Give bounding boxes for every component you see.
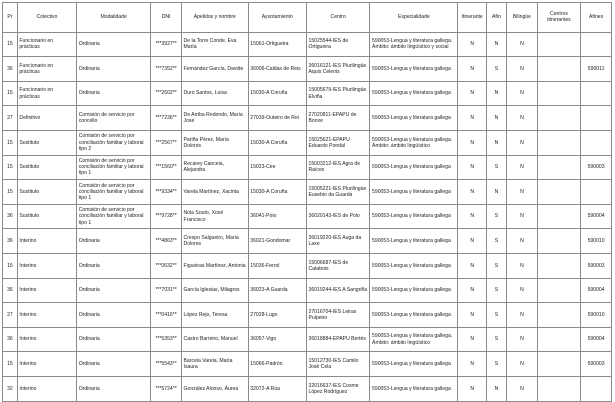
cell-centros-itinerantes <box>537 32 580 57</box>
cell-itinerante: N <box>458 155 487 180</box>
cell-itinerante: N <box>458 229 487 254</box>
cell-apelidos-nombre: Recarey Canceia, Alejandra <box>181 155 248 180</box>
cell-itinerante: N <box>458 130 487 155</box>
cell-afines: 590003 <box>581 155 612 180</box>
cell-centro: 15012730-IES Camilo José Cela <box>306 352 370 377</box>
cell-colectivo: Funcionario en prácticas <box>17 32 76 57</box>
cell-afin: S <box>486 352 506 377</box>
cell-afin: N <box>486 130 506 155</box>
cell-modalidade: Ordinaria <box>77 81 151 106</box>
cell-modalidade: Comisión de servicio por conciliación familiar y laboral tipo 1 <box>77 155 151 180</box>
cell-ayuntamiento: 36006-Caldas de Reis <box>248 57 306 82</box>
cell-dni: ***9728** <box>151 204 182 229</box>
cell-ayuntamiento: 15066-Padrón <box>248 352 306 377</box>
table-row <box>3 278 612 303</box>
cell-pr: 36 <box>3 278 18 303</box>
cell-centro: 27016704-IES Leiras Pulpeiro <box>306 303 370 328</box>
cell-afin: S <box>486 253 506 278</box>
cell-dni: ***5724** <box>151 376 182 401</box>
cell-itinerante: N <box>458 106 487 131</box>
cell-dni: ***3927** <box>151 32 182 57</box>
cell-afin: N <box>486 180 506 205</box>
cell-itinerante: N <box>458 327 487 352</box>
table-row <box>3 376 612 401</box>
cell-ayuntamiento: 27039-Outeiro de Rei <box>248 106 306 131</box>
cell-modalidade: Ordinaria <box>77 278 151 303</box>
cell-centro: 15006687-IES de Catabois <box>306 253 370 278</box>
cell-especialidade: 590053-Lengua y literatura gallega <box>370 81 458 106</box>
cell-colectivo: Sustituto <box>17 155 76 180</box>
cell-colectivo: Interino <box>17 352 76 377</box>
cell-dni: ***2567** <box>151 130 182 155</box>
cell-apelidos-nombre: González Alonso, Áurea <box>181 376 248 401</box>
cell-ayuntamiento: 36057-Vigo <box>248 327 306 352</box>
cell-bilingue: N <box>507 81 538 106</box>
table-row <box>3 253 612 278</box>
cell-afin: S <box>486 204 506 229</box>
cell-ayuntamiento: 15061-Ortigueira <box>248 32 306 57</box>
cell-pr: 36 <box>3 327 18 352</box>
cell-bilingue: N <box>507 130 538 155</box>
cell-afines: 590003 <box>581 253 612 278</box>
cell-itinerante: N <box>458 81 487 106</box>
table-row <box>3 155 612 180</box>
cell-dni: ***5353** <box>151 327 182 352</box>
cell-bilingue: N <box>507 106 538 131</box>
header-colectivo: Colectivo <box>17 3 76 33</box>
cell-apelidos-nombre: Pariña Pérez, María Dolores <box>181 130 248 155</box>
cell-ayuntamiento: 36023-A Guarda <box>248 278 306 303</box>
cell-afin: S <box>486 57 506 82</box>
cell-pr: 36 <box>3 204 18 229</box>
assignments-table <box>2 2 612 402</box>
cell-centros-itinerantes <box>537 130 580 155</box>
table-row <box>3 327 612 352</box>
cell-bilingue: N <box>507 278 538 303</box>
cell-modalidade: Comisión de servicio por conciliación familiar y laboral tipo 2 <box>77 130 151 155</box>
cell-centro: 15025621-EPAPU Eduardo Pondal <box>306 130 370 155</box>
cell-especialidade: 590053-Lengua y literatura gallega <box>370 303 458 328</box>
cell-dni: ***7031** <box>151 278 182 303</box>
cell-ayuntamiento: 15030-A Coruña <box>248 81 306 106</box>
cell-pr: 15 <box>3 352 18 377</box>
cell-apelidos-nombre: López Rejo, Teresa <box>181 303 248 328</box>
cell-afines <box>581 130 612 155</box>
cell-apelidos-nombre: Duro Santos, Luisa <box>181 81 248 106</box>
cell-modalidade: Ordinaria <box>77 376 151 401</box>
cell-modalidade: Ordinaria <box>77 352 151 377</box>
cell-colectivo: Sustituto <box>17 204 76 229</box>
cell-afines: 590004 <box>581 278 612 303</box>
cell-bilingue: N <box>507 155 538 180</box>
cell-centros-itinerantes <box>537 376 580 401</box>
header-afin: Afín <box>486 3 506 33</box>
cell-colectivo: Sustituto <box>17 130 76 155</box>
cell-bilingue: N <box>507 32 538 57</box>
cell-pr: 15 <box>3 180 18 205</box>
cell-centros-itinerantes <box>537 327 580 352</box>
cell-itinerante: N <box>458 376 487 401</box>
cell-centros-itinerantes <box>537 303 580 328</box>
cell-apelidos-nombre: Barcela Varela, María Isaura <box>181 352 248 377</box>
header-ayuntamiento: Ayuntamiento <box>248 3 306 33</box>
cell-afines: 590010 <box>581 303 612 328</box>
cell-modalidade: Ordinaria <box>77 327 151 352</box>
cell-afines: 590004 <box>581 204 612 229</box>
cell-afin: N <box>486 106 506 131</box>
cell-modalidade: Ordinaria <box>77 32 151 57</box>
cell-centros-itinerantes <box>537 352 580 377</box>
cell-centro: 15005679-IES Plurilingüe Elviña <box>306 81 370 106</box>
cell-dni: ***5543** <box>151 352 182 377</box>
cell-centro: 36016121-IES Plurilingüe Aquis Celenis <box>306 57 370 82</box>
cell-centros-itinerantes <box>537 81 580 106</box>
header-apelidos-nombre: Apelidos y nombre <box>181 3 248 33</box>
cell-ayuntamiento: 36041-Poio <box>248 204 306 229</box>
cell-centros-itinerantes <box>537 180 580 205</box>
cell-modalidade: Ordinaria <box>77 303 151 328</box>
cell-centro: 32016637-IES Cosme López Rodríguez <box>306 376 370 401</box>
cell-dni: ***7352** <box>151 57 182 82</box>
cell-itinerante: N <box>458 204 487 229</box>
header-afines: Afines <box>581 3 612 33</box>
cell-dni: ***4863** <box>151 229 182 254</box>
cell-dni: ***1560** <box>151 155 182 180</box>
cell-centro: 15005221-IES Plurilingüe Eusebio da Guarda <box>306 180 370 205</box>
cell-especialidade: 590053-Lengua y literatura gallega. Ámbito: ámbito lingüístico <box>370 327 458 352</box>
cell-especialidade: 590053-Lengua y literatura gallega. Ámbito: ámbito lingüístico y social <box>370 32 458 57</box>
cell-afines: 590011 <box>581 57 612 82</box>
cell-modalidade: Ordinaria <box>77 253 151 278</box>
table-row <box>3 81 612 106</box>
cell-itinerante: N <box>458 32 487 57</box>
cell-bilingue: N <box>507 57 538 82</box>
cell-pr: 15 <box>3 81 18 106</box>
cell-centro: 36019244-IES A Sangriña <box>306 278 370 303</box>
cell-modalidade: Ordinaria <box>77 57 151 82</box>
header-dni: DNI <box>151 3 182 33</box>
table-row <box>3 229 612 254</box>
cell-colectivo: Interino <box>17 229 76 254</box>
cell-afin: N <box>486 81 506 106</box>
cell-colectivo: Interino <box>17 278 76 303</box>
cell-modalidade: Comisión de servicio por concello <box>77 106 151 131</box>
cell-afin: S <box>486 303 506 328</box>
cell-colectivo: Interino <box>17 376 76 401</box>
cell-especialidade: 590053-Lengua y literatura gallega <box>370 106 458 131</box>
cell-centros-itinerantes <box>537 253 580 278</box>
cell-bilingue: N <box>507 204 538 229</box>
cell-apelidos-nombre: De la Torre Conde, Eva María <box>181 32 248 57</box>
cell-afines: 590010 <box>581 229 612 254</box>
header-centro: Centro <box>306 3 370 33</box>
cell-especialidade: 590053-Lengua y literatura gallega <box>370 229 458 254</box>
cell-colectivo: Definitivo <box>17 106 76 131</box>
table-row <box>3 106 612 131</box>
cell-itinerante: N <box>458 303 487 328</box>
cell-pr: 27 <box>3 106 18 131</box>
table-row <box>3 130 612 155</box>
cell-dni: ***7236** <box>151 106 182 131</box>
cell-apelidos-nombre: Figueiras Martínez, Antonia <box>181 253 248 278</box>
table-row <box>3 180 612 205</box>
cell-bilingue: N <box>507 352 538 377</box>
cell-especialidade: 590053-Lengua y literatura gallega <box>370 278 458 303</box>
cell-ayuntamiento: 36021-Gondomar <box>248 229 306 254</box>
cell-centro: 36018884-EPAPU Bertés <box>306 327 370 352</box>
cell-itinerante: N <box>458 278 487 303</box>
table-header-row <box>3 3 612 33</box>
cell-itinerante: N <box>458 180 487 205</box>
cell-ayuntamiento: 27028-Lugo <box>248 303 306 328</box>
cell-itinerante: N <box>458 253 487 278</box>
cell-especialidade: 590053-Lengua y literatura gallega <box>370 376 458 401</box>
table-row <box>3 303 612 328</box>
cell-centro: 36019220-IES Auga da Laxe <box>306 229 370 254</box>
cell-especialidade: 590053-Lengua y literatura gallega <box>370 155 458 180</box>
table-row <box>3 57 612 82</box>
cell-dni: ***0632** <box>151 253 182 278</box>
cell-colectivo: Funcionario en prácticas <box>17 57 76 82</box>
header-pr: Pr <box>3 3 18 33</box>
cell-bilingue: N <box>507 229 538 254</box>
cell-apelidos-nombre: Fernández García, Davide <box>181 57 248 82</box>
table-body <box>3 32 612 401</box>
cell-pr: 15 <box>3 130 18 155</box>
cell-bilingue: N <box>507 327 538 352</box>
cell-pr: 32 <box>3 376 18 401</box>
cell-afin: N <box>486 376 506 401</box>
header-modalidade: Modalidade <box>77 3 151 33</box>
cell-pr: 36 <box>3 57 18 82</box>
table-row <box>3 32 612 57</box>
cell-afines <box>581 81 612 106</box>
cell-dni: ***0416** <box>151 303 182 328</box>
cell-centro: 27020811-EPAPU de Bonxe <box>306 106 370 131</box>
cell-ayuntamiento: 15036-Ferrol <box>248 253 306 278</box>
cell-dni: ***2602** <box>151 81 182 106</box>
header-bilingue: Bilingüe <box>507 3 538 33</box>
cell-ayuntamiento: 15030-A Coruña <box>248 130 306 155</box>
table-row <box>3 204 612 229</box>
cell-afines: 590003 <box>581 352 612 377</box>
cell-modalidade: Comisión de servicio por conciliación familiar y laboral tipo 1 <box>77 180 151 205</box>
cell-colectivo: Funcionario en prácticas <box>17 81 76 106</box>
header-especialidade: Especialidade <box>370 3 458 33</box>
cell-especialidade: 590053-Lengua y literatura gallega <box>370 57 458 82</box>
assignments-document <box>2 2 612 402</box>
cell-apelidos-nombre: De Arriba Redondo, María José <box>181 106 248 131</box>
cell-especialidade: 590053-Lengua y literatura gallega <box>370 253 458 278</box>
cell-bilingue: N <box>507 180 538 205</box>
cell-centro: 15025544-IES de Ortigueira <box>306 32 370 57</box>
cell-colectivo: Sustituto <box>17 180 76 205</box>
cell-afin: S <box>486 229 506 254</box>
cell-bilingue: N <box>507 253 538 278</box>
cell-dni: ***9334** <box>151 180 182 205</box>
cell-apelidos-nombre: Varela Martínez, Xacinta <box>181 180 248 205</box>
cell-centros-itinerantes <box>537 204 580 229</box>
cell-centro: 15003212-IES Agra de Raíces <box>306 155 370 180</box>
cell-centros-itinerantes <box>537 106 580 131</box>
cell-afin: N <box>486 32 506 57</box>
cell-centro: 36020143-IES de Poio <box>306 204 370 229</box>
cell-colectivo: Interino <box>17 327 76 352</box>
cell-apelidos-nombre: Castro Barreiro, Manuel <box>181 327 248 352</box>
cell-afin: S <box>486 278 506 303</box>
cell-afines <box>581 376 612 401</box>
cell-colectivo: Interino <box>17 253 76 278</box>
cell-especialidade: 590053-Lengua y literatura gallega <box>370 352 458 377</box>
cell-afin: S <box>486 327 506 352</box>
header-itinerante: Itinerante <box>458 3 487 33</box>
cell-ayuntamiento: 32072-A Rúa <box>248 376 306 401</box>
cell-ayuntamiento: 15023-Cee <box>248 155 306 180</box>
table-row <box>3 352 612 377</box>
cell-especialidade: 590053-Lengua y literatura gallega <box>370 180 458 205</box>
cell-afines <box>581 180 612 205</box>
cell-centros-itinerantes <box>537 278 580 303</box>
cell-pr: 15 <box>3 32 18 57</box>
cell-bilingue: N <box>507 303 538 328</box>
cell-modalidade: Comisión de servicio por conciliación familiar y laboral tipo 1 <box>77 204 151 229</box>
cell-bilingue: N <box>507 376 538 401</box>
cell-colectivo: Interino <box>17 303 76 328</box>
cell-centros-itinerantes <box>537 57 580 82</box>
cell-afin: S <box>486 155 506 180</box>
cell-pr: 15 <box>3 253 18 278</box>
cell-pr: 27 <box>3 303 18 328</box>
cell-itinerante: N <box>458 352 487 377</box>
cell-pr: 15 <box>3 155 18 180</box>
cell-centros-itinerantes <box>537 155 580 180</box>
cell-especialidade: 590053-Lengua y literatura gallega <box>370 204 458 229</box>
cell-afines: 590004 <box>581 327 612 352</box>
cell-especialidade: 590053-Lengua y literatura gallega. Ámbito: ámbito lingüístico <box>370 130 458 155</box>
cell-afines <box>581 32 612 57</box>
header-centros-itinerantes: Centros itinerantes <box>537 3 580 33</box>
cell-centros-itinerantes <box>537 229 580 254</box>
cell-apelidos-nombre: Nola Souto, Xosé Francisco <box>181 204 248 229</box>
cell-afines <box>581 106 612 131</box>
cell-modalidade: Ordinaria <box>77 229 151 254</box>
cell-ayuntamiento: 15030-A Coruña <box>248 180 306 205</box>
cell-apelidos-nombre: Crespo Salgueiro, María Dolores <box>181 229 248 254</box>
cell-pr: 36 <box>3 229 18 254</box>
cell-itinerante: N <box>458 57 487 82</box>
cell-apelidos-nombre: García Iglesias, Milagros <box>181 278 248 303</box>
